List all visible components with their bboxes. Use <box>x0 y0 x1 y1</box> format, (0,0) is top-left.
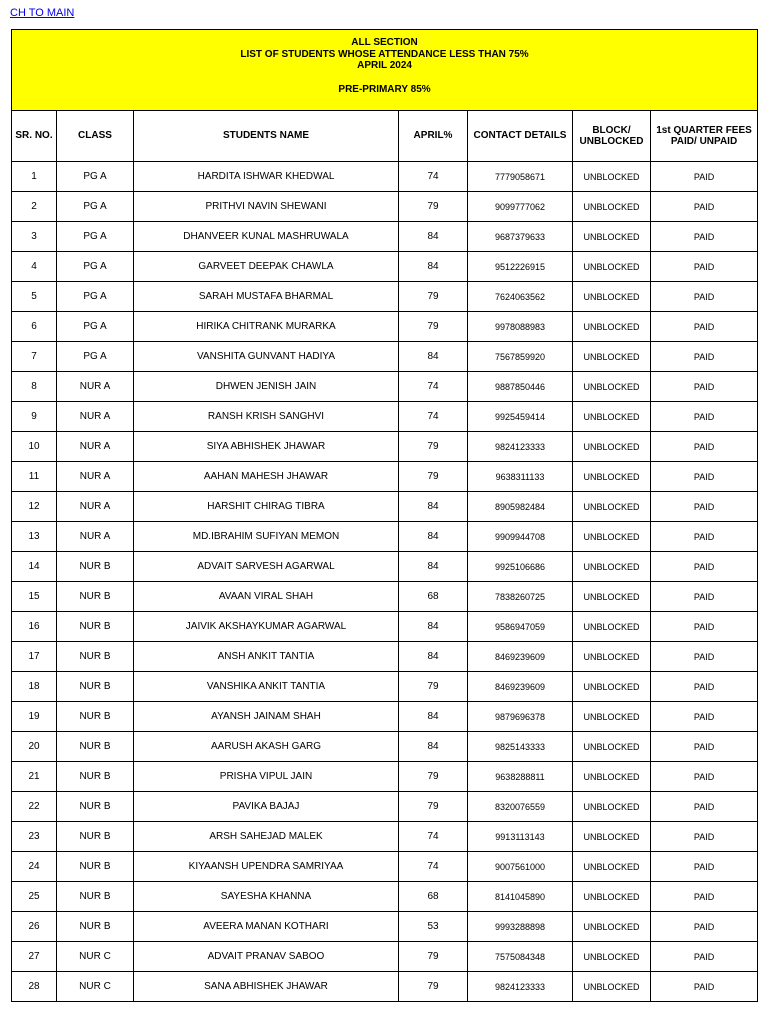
cell-block-status: UNBLOCKED <box>573 492 651 522</box>
cell-april-percent: 84 <box>399 252 468 282</box>
cell-sr: 23 <box>12 822 57 852</box>
cell-student-name: MD.IBRAHIM SUFIYAN MEMON <box>134 522 399 552</box>
cell-block-status: UNBLOCKED <box>573 972 651 1002</box>
cell-april-percent: 79 <box>399 282 468 312</box>
cell-fees-status: PAID <box>651 582 758 612</box>
cell-sr: 7 <box>12 342 57 372</box>
cell-april-percent: 84 <box>399 522 468 552</box>
cell-student-name: VANSHITA GUNVANT HADIYA <box>134 342 399 372</box>
cell-fees-status: PAID <box>651 882 758 912</box>
table-row <box>12 402 758 432</box>
cell-april-percent: 79 <box>399 672 468 702</box>
cell-fees-status: PAID <box>651 312 758 342</box>
banner-section: ALL SECTION <box>351 37 418 48</box>
cell-sr: 27 <box>12 942 57 972</box>
cell-fees-status: PAID <box>651 222 758 252</box>
cell-block-status: UNBLOCKED <box>573 312 651 342</box>
report-banner <box>12 30 758 111</box>
cell-april-percent: 53 <box>399 912 468 942</box>
cell-contact: 8469239609 <box>468 672 573 702</box>
cell-sr: 14 <box>12 552 57 582</box>
table-row <box>12 222 758 252</box>
table-row <box>12 612 758 642</box>
col-header-name: STUDENTS NAME <box>134 111 399 162</box>
cell-april-percent: 84 <box>399 222 468 252</box>
cell-contact: 9925106686 <box>468 552 573 582</box>
cell-april-percent: 79 <box>399 792 468 822</box>
cell-class: NUR A <box>57 372 134 402</box>
cell-class: NUR B <box>57 612 134 642</box>
cell-contact: 9887850446 <box>468 372 573 402</box>
cell-block-status: UNBLOCKED <box>573 852 651 882</box>
cell-april-percent: 84 <box>399 732 468 762</box>
cell-fees-status: PAID <box>651 462 758 492</box>
table-row <box>12 192 758 222</box>
cell-class: NUR B <box>57 882 134 912</box>
table-row <box>12 672 758 702</box>
banner-cell <box>12 30 758 111</box>
cell-fees-status: PAID <box>651 342 758 372</box>
cell-sr: 22 <box>12 792 57 822</box>
cell-student-name: SIYA ABHISHEK JHAWAR <box>134 432 399 462</box>
cell-contact: 9993288898 <box>468 912 573 942</box>
cell-april-percent: 79 <box>399 942 468 972</box>
cell-student-name: DHWEN JENISH JAIN <box>134 372 399 402</box>
cell-fees-status: PAID <box>651 612 758 642</box>
cell-contact: 9824123333 <box>468 432 573 462</box>
cell-sr: 9 <box>12 402 57 432</box>
cell-april-percent: 74 <box>399 402 468 432</box>
table-row <box>12 342 758 372</box>
cell-block-status: UNBLOCKED <box>573 792 651 822</box>
table-row <box>12 762 758 792</box>
cell-class: NUR B <box>57 912 134 942</box>
cell-sr: 20 <box>12 732 57 762</box>
cell-contact: 9825143333 <box>468 732 573 762</box>
cell-student-name: DHANVEER KUNAL MASHRUWALA <box>134 222 399 252</box>
cell-student-name: AVEERA MANAN KOTHARI <box>134 912 399 942</box>
col-header-fees-line2: PAID/ UNPAID <box>670 136 738 147</box>
cell-class: PG A <box>57 162 134 192</box>
cell-april-percent: 79 <box>399 192 468 222</box>
table-row <box>12 972 758 1002</box>
cell-class: NUR B <box>57 822 134 852</box>
cell-class: PG A <box>57 222 134 252</box>
attendance-table <box>11 29 758 1002</box>
cell-sr: 10 <box>12 432 57 462</box>
cell-student-name: PAVIKA BAJAJ <box>134 792 399 822</box>
cell-block-status: UNBLOCKED <box>573 462 651 492</box>
cell-fees-status: PAID <box>651 792 758 822</box>
cell-april-percent: 79 <box>399 432 468 462</box>
cell-contact: 9913113143 <box>468 822 573 852</box>
cell-contact: 9638311133 <box>468 462 573 492</box>
table-row <box>12 702 758 732</box>
cell-sr: 4 <box>12 252 57 282</box>
col-header-sr: SR. NO. <box>12 111 57 162</box>
cell-april-percent: 84 <box>399 552 468 582</box>
cell-sr: 15 <box>12 582 57 612</box>
cell-contact: 7624063562 <box>468 282 573 312</box>
cell-block-status: UNBLOCKED <box>573 642 651 672</box>
cell-student-name: HIRIKA CHITRANK MURARKA <box>134 312 399 342</box>
cell-sr: 12 <box>12 492 57 522</box>
col-header-block-line1: BLOCK/ <box>592 124 631 136</box>
cell-april-percent: 79 <box>399 312 468 342</box>
col-header-block <box>573 111 651 162</box>
cell-fees-status: PAID <box>651 702 758 732</box>
cell-class: NUR A <box>57 432 134 462</box>
cell-contact: 8469239609 <box>468 642 573 672</box>
cell-student-name: SARAH MUSTAFA BHARMAL <box>134 282 399 312</box>
cell-class: NUR B <box>57 792 134 822</box>
cell-sr: 26 <box>12 912 57 942</box>
cell-student-name: ADVAIT PRANAV SABOO <box>134 942 399 972</box>
cell-april-percent: 74 <box>399 372 468 402</box>
table-row <box>12 162 758 192</box>
cell-contact: 8320076559 <box>468 792 573 822</box>
cell-class: NUR B <box>57 702 134 732</box>
cell-student-name: PRITHVI NAVIN SHEWANI <box>134 192 399 222</box>
cell-contact: 9978088983 <box>468 312 573 342</box>
cell-fees-status: PAID <box>651 192 758 222</box>
table-row <box>12 852 758 882</box>
table-row <box>12 732 758 762</box>
cell-class: NUR B <box>57 552 134 582</box>
table-row <box>12 822 758 852</box>
cell-fees-status: PAID <box>651 432 758 462</box>
cell-block-status: UNBLOCKED <box>573 822 651 852</box>
cell-class: PG A <box>57 282 134 312</box>
cell-fees-status: PAID <box>651 522 758 552</box>
cell-block-status: UNBLOCKED <box>573 942 651 972</box>
cell-fees-status: PAID <box>651 852 758 882</box>
cell-student-name: SANA ABHISHEK JHAWAR <box>134 972 399 1002</box>
cell-block-status: UNBLOCKED <box>573 702 651 732</box>
table-row <box>12 492 758 522</box>
cell-fees-status: PAID <box>651 252 758 282</box>
table-row <box>12 552 758 582</box>
cell-block-status: UNBLOCKED <box>573 612 651 642</box>
table-row <box>12 312 758 342</box>
table-row <box>12 642 758 672</box>
cell-april-percent: 79 <box>399 462 468 492</box>
header-row <box>12 111 758 162</box>
cell-april-percent: 68 <box>399 582 468 612</box>
cell-april-percent: 68 <box>399 882 468 912</box>
col-header-april: APRIL% <box>399 111 468 162</box>
cell-class: NUR A <box>57 522 134 552</box>
cell-student-name: ADVAIT SARVESH AGARWAL <box>134 552 399 582</box>
cell-april-percent: 84 <box>399 702 468 732</box>
cell-sr: 2 <box>12 192 57 222</box>
cell-sr: 16 <box>12 612 57 642</box>
cell-student-name: HARSHIT CHIRAG TIBRA <box>134 492 399 522</box>
cell-fees-status: PAID <box>651 492 758 522</box>
cell-class: NUR A <box>57 462 134 492</box>
back-to-main-link[interactable]: CH TO MAIN <box>10 7 75 19</box>
cell-contact: 9586947059 <box>468 612 573 642</box>
cell-block-status: UNBLOCKED <box>573 912 651 942</box>
table-row <box>12 432 758 462</box>
cell-student-name: ANSH ANKIT TANTIA <box>134 642 399 672</box>
cell-block-status: UNBLOCKED <box>573 342 651 372</box>
cell-student-name: HARDITA ISHWAR KHEDWAL <box>134 162 399 192</box>
cell-contact: 8141045890 <box>468 882 573 912</box>
table-row <box>12 582 758 612</box>
col-header-fees-line1: 1st QUARTER FEES <box>656 124 752 136</box>
cell-fees-status: PAID <box>651 642 758 672</box>
table-row <box>12 522 758 552</box>
banner-month: APRIL 2024 <box>357 60 412 71</box>
cell-sr: 5 <box>12 282 57 312</box>
table-row <box>12 252 758 282</box>
cell-class: NUR B <box>57 672 134 702</box>
cell-student-name: KIYAANSH UPENDRA SAMRIYAA <box>134 852 399 882</box>
cell-april-percent: 84 <box>399 612 468 642</box>
cell-fees-status: PAID <box>651 942 758 972</box>
cell-class: NUR B <box>57 762 134 792</box>
banner-title: LIST OF STUDENTS WHOSE ATTENDANCE LESS THAN 75% <box>240 48 529 60</box>
cell-student-name: RANSH KRISH SANGHVI <box>134 402 399 432</box>
cell-fees-status: PAID <box>651 762 758 792</box>
cell-student-name: GARVEET DEEPAK CHAWLA <box>134 252 399 282</box>
cell-block-status: UNBLOCKED <box>573 732 651 762</box>
cell-contact: 9824123333 <box>468 972 573 1002</box>
cell-student-name: JAIVIK AKSHAYKUMAR AGARWAL <box>134 612 399 642</box>
cell-student-name: AVAAN VIRAL SHAH <box>134 582 399 612</box>
cell-class: PG A <box>57 252 134 282</box>
cell-class: NUR C <box>57 972 134 1002</box>
cell-contact: 9925459414 <box>468 402 573 432</box>
cell-april-percent: 74 <box>399 852 468 882</box>
cell-student-name: AARUSH AKASH GARG <box>134 732 399 762</box>
cell-fees-status: PAID <box>651 162 758 192</box>
cell-contact: 9687379633 <box>468 222 573 252</box>
cell-student-name: VANSHIKA ANKIT TANTIA <box>134 672 399 702</box>
cell-fees-status: PAID <box>651 672 758 702</box>
table-row <box>12 372 758 402</box>
cell-sr: 28 <box>12 972 57 1002</box>
cell-contact: 7838260725 <box>468 582 573 612</box>
cell-block-status: UNBLOCKED <box>573 402 651 432</box>
cell-fees-status: PAID <box>651 372 758 402</box>
cell-contact: 9638288811 <box>468 762 573 792</box>
cell-april-percent: 74 <box>399 822 468 852</box>
cell-sr: 18 <box>12 672 57 702</box>
cell-sr: 6 <box>12 312 57 342</box>
cell-sr: 1 <box>12 162 57 192</box>
cell-block-status: UNBLOCKED <box>573 522 651 552</box>
cell-block-status: UNBLOCKED <box>573 282 651 312</box>
cell-contact: 9879696378 <box>468 702 573 732</box>
cell-april-percent: 74 <box>399 162 468 192</box>
cell-class: PG A <box>57 192 134 222</box>
cell-contact: 9909944708 <box>468 522 573 552</box>
table-row <box>12 792 758 822</box>
cell-sr: 19 <box>12 702 57 732</box>
cell-sr: 13 <box>12 522 57 552</box>
table-row <box>12 282 758 312</box>
cell-class: NUR C <box>57 942 134 972</box>
cell-block-status: UNBLOCKED <box>573 882 651 912</box>
cell-block-status: UNBLOCKED <box>573 672 651 702</box>
cell-class: NUR A <box>57 402 134 432</box>
cell-block-status: UNBLOCKED <box>573 162 651 192</box>
col-header-block-line2: UNBLOCKED <box>579 136 644 147</box>
table-row <box>12 462 758 492</box>
cell-block-status: UNBLOCKED <box>573 192 651 222</box>
cell-student-name: PRISHA VIPUL JAIN <box>134 762 399 792</box>
table-row <box>12 882 758 912</box>
cell-sr: 21 <box>12 762 57 792</box>
cell-april-percent: 79 <box>399 972 468 1002</box>
cell-block-status: UNBLOCKED <box>573 582 651 612</box>
cell-block-status: UNBLOCKED <box>573 252 651 282</box>
cell-block-status: UNBLOCKED <box>573 372 651 402</box>
table-row <box>12 942 758 972</box>
cell-sr: 3 <box>12 222 57 252</box>
cell-fees-status: PAID <box>651 972 758 1002</box>
banner-threshold: PRE-PRIMARY 85% <box>338 83 431 95</box>
cell-contact: 7567859920 <box>468 342 573 372</box>
col-header-contact: CONTACT DETAILS <box>468 111 573 162</box>
cell-sr: 8 <box>12 372 57 402</box>
cell-student-name: AAHAN MAHESH JHAWAR <box>134 462 399 492</box>
cell-contact: 7575084348 <box>468 942 573 972</box>
col-header-class: CLASS <box>57 111 134 162</box>
cell-sr: 11 <box>12 462 57 492</box>
cell-class: PG A <box>57 312 134 342</box>
cell-class: PG A <box>57 342 134 372</box>
cell-april-percent: 84 <box>399 642 468 672</box>
cell-april-percent: 84 <box>399 342 468 372</box>
cell-sr: 25 <box>12 882 57 912</box>
cell-block-status: UNBLOCKED <box>573 552 651 582</box>
table-row <box>12 912 758 942</box>
cell-block-status: UNBLOCKED <box>573 432 651 462</box>
cell-april-percent: 84 <box>399 492 468 522</box>
cell-fees-status: PAID <box>651 732 758 762</box>
cell-class: NUR B <box>57 642 134 672</box>
cell-contact: 9007561000 <box>468 852 573 882</box>
cell-sr: 17 <box>12 642 57 672</box>
cell-fees-status: PAID <box>651 822 758 852</box>
cell-class: NUR B <box>57 852 134 882</box>
cell-class: NUR B <box>57 582 134 612</box>
cell-student-name: ARSH SAHEJAD MALEK <box>134 822 399 852</box>
cell-sr: 24 <box>12 852 57 882</box>
cell-contact: 9099777062 <box>468 192 573 222</box>
col-header-fees <box>651 111 758 162</box>
cell-contact: 8905982484 <box>468 492 573 522</box>
cell-block-status: UNBLOCKED <box>573 222 651 252</box>
cell-fees-status: PAID <box>651 402 758 432</box>
cell-fees-status: PAID <box>651 552 758 582</box>
cell-fees-status: PAID <box>651 282 758 312</box>
cell-contact: 7779058671 <box>468 162 573 192</box>
cell-class: NUR A <box>57 492 134 522</box>
cell-april-percent: 79 <box>399 762 468 792</box>
cell-student-name: SAYESHA KHANNA <box>134 882 399 912</box>
cell-contact: 9512226915 <box>468 252 573 282</box>
cell-student-name: AYANSH JAINAM SHAH <box>134 702 399 732</box>
cell-class: NUR B <box>57 732 134 762</box>
cell-fees-status: PAID <box>651 912 758 942</box>
cell-block-status: UNBLOCKED <box>573 762 651 792</box>
